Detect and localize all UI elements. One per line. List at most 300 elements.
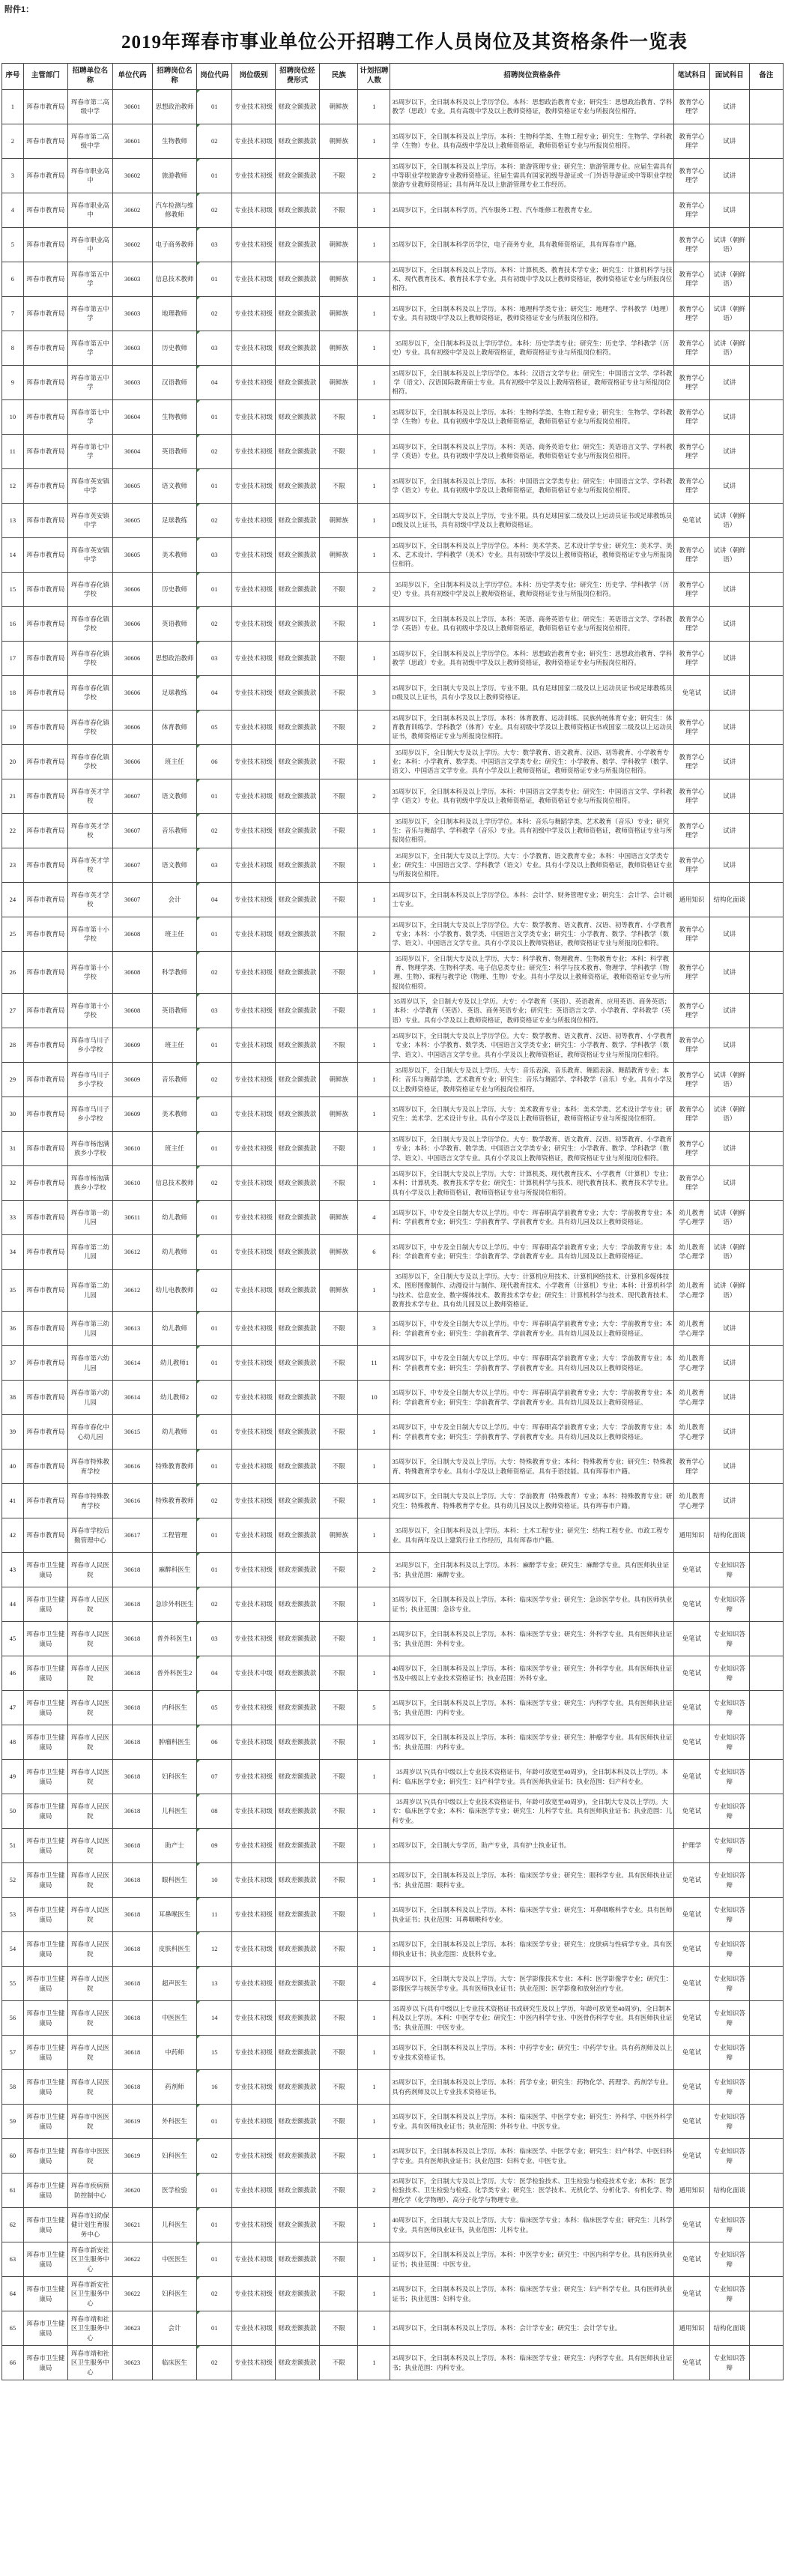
cell-fund: 财政差额拨款: [275, 2277, 319, 2311]
cell-fund: 财政全额拨款: [275, 2174, 319, 2208]
cell-written: 教育学心理学: [674, 1131, 709, 1165]
col-header-no: 序号: [2, 64, 24, 90]
cell-num: 1: [358, 296, 390, 331]
table-row: [2, 331, 784, 365]
cell-position: 助产士: [152, 1829, 196, 1863]
cell-level: 专业技术初级: [232, 193, 275, 227]
cell-unit-code: 30607: [112, 848, 152, 882]
cell-position: 眼科医生: [152, 1863, 196, 1898]
cell-unit-code: 30603: [112, 296, 152, 331]
cell-dept: 珲春市教育局: [23, 1234, 67, 1269]
cell-no: 66: [2, 2346, 24, 2380]
cell-unit-code: 30618: [112, 1967, 152, 2001]
cell-qualification: 35周岁以下，全日制大专及以上学历。大专：医学影像技术专业；本科：医学影像学专业；研究生：影像医学与核医学专业。具有医师执业证书；执业范围：医学影像和放射治疗专业。: [390, 1967, 674, 2001]
cell-unit: 珲春市第六幼儿园: [68, 1381, 112, 1415]
cell-ethnic: 不限: [320, 2311, 358, 2346]
cell-interview: 试讲: [709, 710, 749, 744]
cell-fund: 财政差额拨款: [275, 2001, 319, 2036]
cell-unit: 珲春市人民医院: [68, 1622, 112, 1656]
cell-qualification: 35周岁以下，全日制本科及以上学历学位。本科：会计学、财务管理专业；研究生：会计学、会计硕士专业。: [390, 882, 674, 917]
cell-num: 1: [358, 1097, 390, 1131]
cell-level: 专业技术初级: [232, 1967, 275, 2001]
cell-num: 1: [358, 468, 390, 503]
cell-level: 专业技术初级: [232, 572, 275, 606]
cell-position-code: 12: [197, 1932, 232, 1967]
cell-remark: [749, 2139, 783, 2174]
cell-ethnic: 不限: [320, 2139, 358, 2174]
table-row: [2, 675, 784, 710]
cell-position-code: 02: [197, 503, 232, 537]
cell-unit: 珲春市人民医院: [68, 1932, 112, 1967]
table-row: [2, 882, 784, 917]
cell-level: 专业技术初级: [232, 1553, 275, 1587]
cell-num: 2: [358, 572, 390, 606]
cell-fund: 财政全额拨款: [275, 1165, 319, 1200]
cell-ethnic: 朝鲜族: [320, 1518, 358, 1553]
cell-unit: 珲春市第十小学校: [68, 951, 112, 993]
cell-no: 17: [2, 641, 24, 675]
cell-position-code: 14: [197, 2001, 232, 2036]
cell-num: 1: [358, 1269, 390, 1311]
cell-fund: 财政全额拨款: [275, 537, 319, 572]
cell-position: 中医医生: [152, 2242, 196, 2277]
cell-position: 英语教师: [152, 434, 196, 468]
cell-interview: 试讲: [709, 951, 749, 993]
cell-written: 幼儿教育学心理学: [674, 1200, 709, 1234]
cell-dept: 珲春市教育局: [23, 1062, 67, 1097]
cell-unit: 珲春市疾病预防控制中心: [68, 2174, 112, 2208]
cell-unit-code: 30604: [112, 434, 152, 468]
table-row: [2, 1725, 784, 1760]
cell-level: 专业技术初级: [232, 399, 275, 434]
cell-written: 免笔试: [674, 1932, 709, 1967]
cell-unit: 珲春市职业高中: [68, 193, 112, 227]
cell-num: 1: [358, 331, 390, 365]
cell-dept: 珲春市卫生健康局: [23, 1553, 67, 1587]
cell-no: 49: [2, 1760, 24, 1794]
cell-written: 免笔试: [674, 675, 709, 710]
cell-dept: 珲春市卫生健康局: [23, 2001, 67, 2036]
cell-level: 专业技术初级: [232, 917, 275, 951]
cell-unit: 珲春市靖和社区卫生服务中心: [68, 2346, 112, 2380]
col-header-interview: 面试科目: [709, 64, 749, 90]
cell-ethnic: 不限: [320, 882, 358, 917]
cell-position: 音乐教师: [152, 813, 196, 848]
cell-unit: 珲春市英才学校: [68, 882, 112, 917]
cell-written: 教育学心理学: [674, 296, 709, 331]
cell-remark: [749, 779, 783, 813]
cell-unit-code: 30619: [112, 2105, 152, 2139]
cell-dept: 珲春市教育局: [23, 537, 67, 572]
cell-position-code: 05: [197, 1691, 232, 1725]
cell-num: 2: [358, 158, 390, 193]
cell-dept: 珲春市教育局: [23, 993, 67, 1028]
cell-qualification: 35周岁以下，全日制大专及以上学历。大专：计算机应用技术、计算机网络技术、计算机多媒体技术、图形图像制作、动漫设计与制作、现代教育技术、小学教育（计算机）专业；本科：计算机科学与技术、信息安全、数字媒体技术、教育技术学专业；研究生：计算机科学与技术、现代教育技术、教育技术学专业。具有幼儿园及以上教师资格证。: [390, 1269, 674, 1311]
cell-qualification: 35周岁以下，中专及全日制大专以上学历。中专：珲春职高学前教育专业；大专：学前教育专业；本科：学前教育专业；研究生：学前教育学、学前教育专业。具有幼儿园及以上教师资格证。: [390, 1234, 674, 1269]
cell-level: 专业技术初级: [232, 606, 275, 641]
cell-position: 药剂师: [152, 2070, 196, 2105]
cell-level: 专业技术初级: [232, 2139, 275, 2174]
cell-remark: [749, 1622, 783, 1656]
cell-ethnic: 不限: [320, 1622, 358, 1656]
cell-ethnic: 不限: [320, 1165, 358, 1200]
cell-position-code: 08: [197, 1794, 232, 1829]
table-row: [2, 744, 784, 779]
cell-fund: 财政差额拨款: [275, 1760, 319, 1794]
cell-written: 教育学心理学: [674, 468, 709, 503]
cell-ethnic: 不限: [320, 951, 358, 993]
cell-unit: 珲春市英安镇中学: [68, 468, 112, 503]
cell-qualification: 35周岁以下，全日制大专及以上学历，大专：科学教育、物理教育、生物教育专业；本科：科学教育、物理学类、生物科学类、电子信息类专业；研究生：科学与技术教育、物理学、学科教学（物理、生物）、课程与教学论（物理、生物）专业。具有小学及以上教师资格证，教师资格证专业与所报岗位相符。: [390, 951, 674, 993]
cell-position: 幼儿教师: [152, 1415, 196, 1450]
cell-no: 36: [2, 1312, 24, 1346]
cell-unit-code: 30606: [112, 744, 152, 779]
cell-interview: 专业知识答辩: [709, 2139, 749, 2174]
col-header-num: 计划招聘人数: [358, 64, 390, 90]
cell-level: 专业技术初级: [232, 993, 275, 1028]
cell-remark: [749, 1794, 783, 1829]
table-row: [2, 296, 784, 331]
cell-level: 专业技术初级: [232, 882, 275, 917]
cell-written: 教育学心理学: [674, 124, 709, 158]
cell-interview: 试讲: [709, 124, 749, 158]
cell-fund: 财政全额拨款: [275, 262, 319, 296]
cell-no: 54: [2, 1932, 24, 1967]
cell-written: 教育学心理学: [674, 1097, 709, 1131]
cell-qualification: 35周岁以下，全日制本科学历学位，电子商务专业，具有教师资格证，具有珲春市户籍。: [390, 227, 674, 262]
cell-remark: [749, 1028, 783, 1062]
cell-qualification: 35周岁以下，全日制本科及以上学历学位。本科：音乐与舞蹈学类、艺术教育（音乐）专业；研究生：音乐与舞蹈学、学科教学（音乐）专业。具有初级中学及以上教师资格证，教师资格证专业与所报岗位相符。: [390, 813, 674, 848]
cell-interview: 试讲（朝鲜语）: [709, 1097, 749, 1131]
cell-position-code: 04: [197, 365, 232, 399]
cell-dept: 珲春市教育局: [23, 1131, 67, 1165]
cell-remark: [749, 744, 783, 779]
cell-ethnic: 不限: [320, 744, 358, 779]
cell-fund: 财政全额拨款: [275, 1484, 319, 1518]
cell-fund: 财政全额拨款: [275, 882, 319, 917]
cell-unit-code: 30617: [112, 1518, 152, 1553]
cell-interview: 试讲: [709, 468, 749, 503]
cell-num: 1: [358, 193, 390, 227]
cell-level: 专业技术初级: [232, 1028, 275, 1062]
cell-remark: [749, 1829, 783, 1863]
cell-dept: 珲春市卫生健康局: [23, 1622, 67, 1656]
cell-unit-code: 30606: [112, 641, 152, 675]
cell-interview: 专业知识答辩: [709, 2277, 749, 2311]
table-row: [2, 503, 784, 537]
table-row: [2, 1200, 784, 1234]
cell-level: 专业技术初级: [232, 1165, 275, 1200]
cell-fund: 财政全额拨款: [275, 951, 319, 993]
cell-unit: 珲春市春化镇学校: [68, 675, 112, 710]
cell-remark: [749, 2174, 783, 2208]
cell-ethnic: 不限: [320, 1967, 358, 2001]
cell-unit: 珲春市职业高中: [68, 227, 112, 262]
cell-interview: 专业知识答辩: [709, 1656, 749, 1691]
table-row: [2, 2070, 784, 2105]
table-header-row: [2, 64, 784, 90]
cell-written: 免笔试: [674, 1656, 709, 1691]
col-header-position: 招聘岗位名称: [152, 64, 196, 90]
cell-unit: 珲春市人民医院: [68, 2036, 112, 2070]
cell-fund: 财政差额拨款: [275, 2070, 319, 2105]
cell-position-code: 03: [197, 641, 232, 675]
cell-unit: 珲春市靖和社区卫生服务中心: [68, 2311, 112, 2346]
cell-no: 22: [2, 813, 24, 848]
cell-remark: [749, 296, 783, 331]
cell-no: 44: [2, 1587, 24, 1622]
cell-unit-code: 30618: [112, 1863, 152, 1898]
cell-unit-code: 30612: [112, 1269, 152, 1311]
cell-position-code: 03: [197, 1097, 232, 1131]
cell-written: 免笔试: [674, 1622, 709, 1656]
cell-unit: 珲春市第三幼儿园: [68, 1312, 112, 1346]
cell-position-code: 04: [197, 1656, 232, 1691]
cell-unit: 珲春市人民医院: [68, 1967, 112, 2001]
cell-position: 思想政治教师: [152, 89, 196, 124]
cell-ethnic: 不限: [320, 2242, 358, 2277]
cell-interview: 试讲: [709, 1450, 749, 1484]
table-row: [2, 193, 784, 227]
cell-ethnic: 不限: [320, 2346, 358, 2380]
cell-ethnic: 不限: [320, 1898, 358, 1932]
cell-remark: [749, 1450, 783, 1484]
cell-position: 急诊外科医生: [152, 1587, 196, 1622]
cell-dept: 珲春市教育局: [23, 1484, 67, 1518]
cell-interview: 专业知识答辩: [709, 1622, 749, 1656]
cell-num: 1: [358, 2001, 390, 2036]
cell-level: 专业技术初级: [232, 1484, 275, 1518]
table-row: [2, 2139, 784, 2174]
cell-interview: 试讲: [709, 434, 749, 468]
cell-no: 6: [2, 262, 24, 296]
cell-fund: 财政差额拨款: [275, 1932, 319, 1967]
cell-num: 1: [358, 2242, 390, 2277]
cell-ethnic: 不限: [320, 1131, 358, 1165]
cell-level: 专业技术初级: [232, 537, 275, 572]
cell-remark: [749, 1760, 783, 1794]
table-row: [2, 2105, 784, 2139]
cell-position: 肿瘤科医生: [152, 1725, 196, 1760]
cell-written: 幼儿教育学心理学: [674, 1381, 709, 1415]
cell-written: 通用知识: [674, 2311, 709, 2346]
cell-position: 内科医生: [152, 1691, 196, 1725]
cell-level: 专业技术初级: [232, 1794, 275, 1829]
cell-ethnic: 不限: [320, 1794, 358, 1829]
cell-no: 28: [2, 1028, 24, 1062]
cell-position: 美术教师: [152, 537, 196, 572]
cell-remark: [749, 158, 783, 193]
cell-position-code: 01: [197, 1131, 232, 1165]
cell-written: 教育学心理学: [674, 779, 709, 813]
cell-qualification: 35周岁以下，全日制本科及以上学历。本科：中国语言文学类专业；研究生：中国语言文学、学科教学（语文）专业。具有初级中学及以上教师资格证，教师资格证专业与所报岗位相符。: [390, 779, 674, 813]
cell-unit: 珲春市人民医院: [68, 1725, 112, 1760]
cell-remark: [749, 399, 783, 434]
table-row: [2, 1553, 784, 1587]
cell-level: 专业技术初级: [232, 1760, 275, 1794]
cell-remark: [749, 606, 783, 641]
cell-qualification: 35周岁以下，全日制大专及以上学历。大专：小学教育（英语）、英语教育、应用英语、商务英语；本科：小学教育（英语）、英语、商务英语专业；研究生：英语语言文学、小学教育、学科教学（英语）专业。具有小学及以上教师资格证，教师资格证专业与所报岗位相符。: [390, 993, 674, 1028]
cell-ethnic: 朝鲜族: [320, 1269, 358, 1311]
cell-position: 科学教师: [152, 951, 196, 993]
table-row: [2, 1518, 784, 1553]
cell-position: 中医医生: [152, 2001, 196, 2036]
cell-level: 专业技术初级: [232, 2105, 275, 2139]
cell-ethnic: 不限: [320, 848, 358, 882]
cell-dept: 珲春市卫生健康局: [23, 2311, 67, 2346]
cell-num: 3: [358, 675, 390, 710]
cell-position: 语文教师: [152, 468, 196, 503]
cell-remark: [749, 1269, 783, 1311]
col-header-qualification: 招聘岗位资格条件: [390, 64, 674, 90]
cell-remark: [749, 1415, 783, 1450]
cell-remark: [749, 1165, 783, 1200]
cell-ethnic: 朝鲜族: [320, 262, 358, 296]
cell-num: 1: [358, 744, 390, 779]
cell-position-code: 02: [197, 2139, 232, 2174]
cell-position: 汉语教师: [152, 365, 196, 399]
table-row: [2, 951, 784, 993]
cell-position: 体育教师: [152, 710, 196, 744]
cell-unit-code: 30614: [112, 1381, 152, 1415]
cell-num: 1: [358, 2277, 390, 2311]
table-row: [2, 1863, 784, 1898]
table-body: [2, 89, 784, 2380]
cell-num: 1: [358, 882, 390, 917]
cell-position: 外科医生: [152, 2105, 196, 2139]
cell-fund: 财政全额拨款: [275, 641, 319, 675]
cell-remark: [749, 1967, 783, 2001]
cell-position-code: 05: [197, 710, 232, 744]
cell-num: 1: [358, 365, 390, 399]
cell-no: 50: [2, 1794, 24, 1829]
cell-qualification: 35周岁以下，全日制大专及以上学历学位。大专：数学教育、语文教育、汉语、初等教育、小学教育专业；本科：小学教育、数学类、中国语言文学类专业；研究生：小学教育、数学、学科教学（数学、语文）、中国语言文学专业。具有小学及以上教师资格证，教师资格证专业与所报岗位相符。: [390, 1028, 674, 1062]
cell-written: 通用知识: [674, 2174, 709, 2208]
cell-ethnic: 不限: [320, 2001, 358, 2036]
cell-interview: 试讲: [709, 1381, 749, 1415]
cell-position: 英语教师: [152, 606, 196, 641]
cell-position: 耳鼻喉医生: [152, 1898, 196, 1932]
cell-position: 普外科医生1: [152, 1622, 196, 1656]
cell-no: 52: [2, 1863, 24, 1898]
table-row: [2, 710, 784, 744]
cell-ethnic: 不限: [320, 2105, 358, 2139]
cell-ethnic: 不限: [320, 1028, 358, 1062]
cell-dept: 珲春市教育局: [23, 813, 67, 848]
cell-level: 专业技术初级: [232, 1269, 275, 1311]
cell-no: 19: [2, 710, 24, 744]
cell-written: 教育学心理学: [674, 262, 709, 296]
cell-remark: [749, 951, 783, 993]
cell-no: 37: [2, 1346, 24, 1381]
cell-position-code: 01: [197, 89, 232, 124]
cell-no: 24: [2, 882, 24, 917]
cell-qualification: 35周岁以下，全日制大专及以上学历。大专：数学教育、语文教育、汉语、初等教育、小学教育专业；本科：小学教育、数学类、中国语言文学类专业；研究生：小学教育、数学、学科教学（数学、语文）、中国语言文学专业。具有小学及以上教师资格证，教师资格证专业与所报岗位相符。: [390, 744, 674, 779]
cell-interview: 试讲（朝鲜语）: [709, 227, 749, 262]
cell-unit-code: 30613: [112, 1312, 152, 1346]
cell-position: 幼儿电教教师: [152, 1269, 196, 1311]
cell-no: 43: [2, 1553, 24, 1587]
cell-level: 专业技术初级: [232, 2311, 275, 2346]
cell-dept: 珲春市卫生健康局: [23, 2070, 67, 2105]
cell-ethnic: 朝鲜族: [320, 503, 358, 537]
cell-dept: 珲春市卫生健康局: [23, 1794, 67, 1829]
cell-interview: 试讲: [709, 1131, 749, 1165]
cell-level: 专业技术初级: [232, 848, 275, 882]
cell-ethnic: 不限: [320, 779, 358, 813]
cell-qualification: 35周岁以下，全日制本科及以上学历。本科：临床医学、中医学专业；研究生：妇产科学、中医妇科学专业。具有医师执业证书；执业范围：妇科专业、中医专业。: [390, 2139, 674, 2174]
cell-unit-code: 30602: [112, 227, 152, 262]
cell-position: 地理教师: [152, 296, 196, 331]
cell-qualification: 35周岁以下，全日制本科及以上学历。本科：临床医学专业；研究生：耳鼻咽喉科学专业。具有医师执业证书；执业范围：耳鼻咽喉科专业。: [390, 1898, 674, 1932]
table-row: [2, 1484, 784, 1518]
table-row: [2, 434, 784, 468]
cell-position-code: 02: [197, 1165, 232, 1200]
cell-written: 教育学心理学: [674, 951, 709, 993]
cell-fund: 财政全额拨款: [275, 193, 319, 227]
cell-unit-code: 30601: [112, 89, 152, 124]
cell-position: 妇科医生: [152, 2139, 196, 2174]
cell-position: 幼儿教师: [152, 1234, 196, 1269]
cell-position: 特殊教育教师: [152, 1484, 196, 1518]
cell-unit-code: 30607: [112, 882, 152, 917]
cell-dept: 珲春市教育局: [23, 1312, 67, 1346]
cell-no: 35: [2, 1269, 24, 1311]
cell-unit: 珲春市英安镇中学: [68, 503, 112, 537]
cell-unit-code: 30618: [112, 1553, 152, 1587]
cell-remark: [749, 262, 783, 296]
cell-interview: 结构化面谈: [709, 1518, 749, 1553]
cell-num: 1: [358, 2105, 390, 2139]
cell-level: 专业技术初级: [232, 813, 275, 848]
table-row: [2, 1097, 784, 1131]
cell-position: 妇科医生: [152, 2277, 196, 2311]
cell-fund: 财政全额拨款: [275, 1028, 319, 1062]
cell-num: 3: [358, 1312, 390, 1346]
cell-num: 1: [358, 89, 390, 124]
cell-interview: 试讲（朝鲜语）: [709, 1200, 749, 1234]
cell-unit: 珲春市杨泡满族乡小学校: [68, 1165, 112, 1200]
cell-level: 专业技术初级: [232, 1829, 275, 1863]
cell-written: 教育学心理学: [674, 365, 709, 399]
cell-unit: 珲春市第五中学: [68, 296, 112, 331]
cell-unit-code: 30618: [112, 1760, 152, 1794]
cell-qualification: 35周岁以下，全日制本科及以上学历。本科：临床医学专业；研究生：内科学专业。具有医师执业证书；执业范围：内科专业。: [390, 1691, 674, 1725]
cell-no: 47: [2, 1691, 24, 1725]
col-header-position-code: 岗位代码: [197, 64, 232, 90]
cell-level: 专业技术初级: [232, 2346, 275, 2380]
cell-dept: 珲春市教育局: [23, 1028, 67, 1062]
cell-qualification: 35周岁以下，全日制本科学历，汽车服务工程、汽车维修工程教育专业。: [390, 193, 674, 227]
cell-unit: 珲春市人民医院: [68, 1863, 112, 1898]
cell-num: 1: [358, 1656, 390, 1691]
cell-written: 教育学心理学: [674, 848, 709, 882]
cell-unit-code: 30605: [112, 537, 152, 572]
cell-ethnic: 不限: [320, 193, 358, 227]
cell-position-code: 13: [197, 1967, 232, 2001]
cell-unit: 珲春市人民医院: [68, 1691, 112, 1725]
cell-no: 45: [2, 1622, 24, 1656]
cell-dept: 珲春市卫生健康局: [23, 1967, 67, 2001]
cell-position-code: 01: [197, 1553, 232, 1587]
cell-remark: [749, 1200, 783, 1234]
cell-position-code: 01: [197, 1200, 232, 1234]
cell-fund: 财政全额拨款: [275, 434, 319, 468]
cell-unit-code: 30616: [112, 1450, 152, 1484]
cell-num: 2: [358, 917, 390, 951]
table-row: [2, 917, 784, 951]
cell-fund: 财政全额拨款: [275, 744, 319, 779]
